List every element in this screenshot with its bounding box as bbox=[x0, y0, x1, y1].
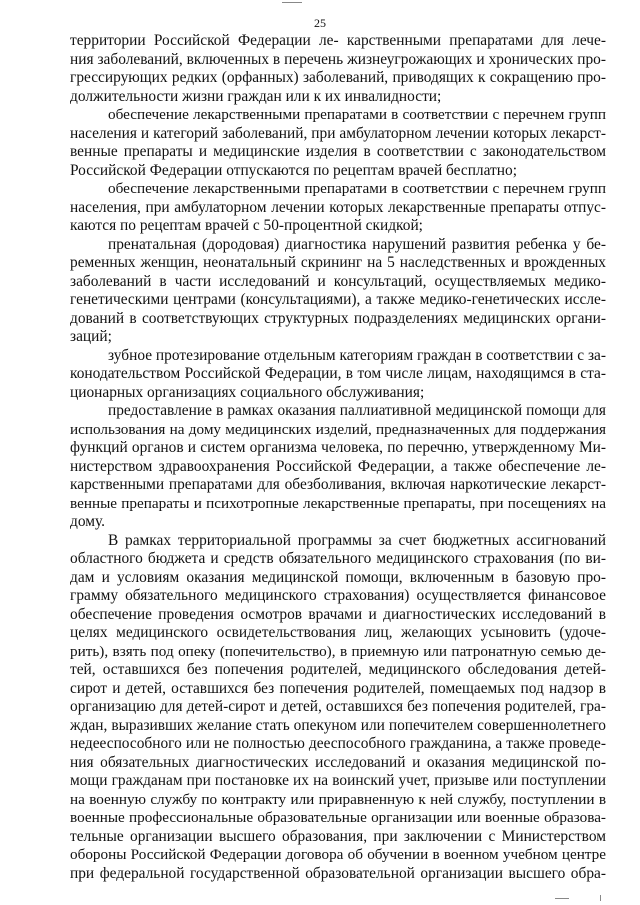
text-line: заций; bbox=[70, 328, 112, 345]
text-line: населения и категорий заболеваний, при амбулаторном лечении которых лекарст- bbox=[70, 124, 606, 142]
text-line: грессирующих редких (орфанных) заболеваний, приводящих к сокращению про- bbox=[70, 69, 606, 86]
text-line: военные профессиональные образовательные организации или военные образова- bbox=[70, 809, 606, 826]
text-line: венные препараты и психотропные лекарственные препараты, при посещениях на bbox=[70, 494, 606, 512]
text-line: нистерством здравоохранения Российской Федерации, а также обеспечение ле- bbox=[70, 457, 606, 475]
text-line: недееспособного или не полностью дееспособного гражданина, а также проведе- bbox=[70, 735, 606, 752]
text-line: дому. bbox=[70, 513, 105, 530]
text-line: территории Российской Федерации ле- карственными препаратами для лече- bbox=[70, 32, 606, 49]
text-line: генетическими центрами (консультациями), а также медико-генетических иссле- bbox=[70, 291, 606, 308]
text-line: должительности жизни граждан или к их инвалидности; bbox=[70, 87, 442, 105]
text-line: пренатальная (дородовая) диагностика нарушений развития ребенка у бе- bbox=[108, 235, 606, 253]
text-line: В рамках территориальной программы за счет бюджетных ассигнований bbox=[108, 531, 606, 549]
document-body bbox=[70, 32, 606, 883]
text-line: заболеваний в части исследований и консультаций, осуществляемых медико- bbox=[70, 272, 606, 290]
text-line: Российской Федерации отпускаются по рецептам врачей бесплатно; bbox=[70, 161, 517, 179]
text-line: функций органов и систем организма человека, по перечню, утвержденному Ми- bbox=[70, 439, 606, 456]
text-line: предоставление в рамках оказания паллиативной медицинской помощи для bbox=[108, 402, 606, 419]
text-line: областного бюджета и средств обязательного медицинского страхования (по ви- bbox=[70, 550, 606, 567]
text-line: карственными препаратами для обезболивания, включая наркотические лекарст- bbox=[70, 476, 606, 493]
text-line: сирот и детей, оставшихся без попечения родителей, помещаемых под надзор в bbox=[70, 679, 606, 697]
scan-artifact-bottom-tick bbox=[600, 895, 601, 901]
scan-artifact-top bbox=[282, 2, 302, 3]
page-number: 25 bbox=[314, 16, 326, 30]
text-line: венные препараты и медицинские изделия в соответствии с законодательством bbox=[70, 143, 606, 160]
text-line: использования на дому медицинских изделий, предназначенных для поддержания bbox=[70, 420, 606, 438]
text-line: грамму обязательного медицинского страхования) осуществляется финансовое bbox=[70, 587, 606, 604]
text-line: при федеральной государственной образовательной организации высшего обра- bbox=[70, 864, 606, 882]
text-line: тельные организации высшего образования, при заключении с Министерством bbox=[70, 827, 606, 845]
text-line: каются по рецептам врачей с 50-процентной скидкой; bbox=[70, 217, 423, 234]
text-line: организацию для детей-сирот и детей, оставшихся без попечения родителей, гра- bbox=[70, 698, 606, 715]
text-line: обеспечение лекарственными препаратами в соответствии с перечнем групп bbox=[108, 106, 606, 123]
text-line: ционарных организациях социального обслуживания; bbox=[70, 383, 425, 401]
text-line: обороны Российской Федерации договора об обучении в военном учебном центре bbox=[70, 846, 606, 863]
text-line: на военную службу по контракту или приравненную к ней службу, поступлении в bbox=[70, 790, 606, 808]
text-line: ния обязательных диагностических исследований и оказания медицинской по- bbox=[70, 753, 606, 771]
text-line: тей, оставшихся без попечения родителей, медицинского обследования детей- bbox=[70, 661, 606, 678]
scan-artifact-bottom bbox=[555, 898, 569, 899]
text-line: населения, при амбулаторном лечении которых лекарственные препараты отпус- bbox=[70, 198, 606, 216]
text-line: зубное протезирование отдельным категориям граждан в соответствии с за- bbox=[108, 346, 606, 364]
text-line: обеспечение проведения осмотров врачами и диагностических исследований в bbox=[70, 605, 606, 623]
text-line: целях медицинского освидетельствования лиц, желающих усыновить (удоче- bbox=[70, 624, 606, 641]
text-line: дований в соответствующих структурных подразделениях медицинских органи- bbox=[70, 309, 606, 327]
text-line: дам и условиям оказания медицинской помощи, включенным в базовую про- bbox=[70, 568, 606, 586]
text-line: мощи гражданам при постановке их на воинский учет, призыве или поступлении bbox=[70, 772, 606, 789]
text-line: конодательством Российской Федерации, в том числе лицам, находящимся в ста- bbox=[70, 365, 606, 382]
text-line: рить), взять под опеку (попечительство), в приемную или патронатную семью де- bbox=[70, 642, 606, 660]
text-line: ния заболеваний, включенных в перечень жизнеугрожающих и хронических про- bbox=[70, 50, 606, 68]
text-line: обеспечение лекарственными препаратами в соответствии с перечнем групп bbox=[108, 180, 606, 197]
text-line: ременных женщин, неонатальный скрининг на 5 наследственных и врожденных bbox=[70, 254, 606, 271]
text-line: ждан, выразивших желание стать опекуном или попечителем совершеннолетнего bbox=[70, 716, 606, 734]
